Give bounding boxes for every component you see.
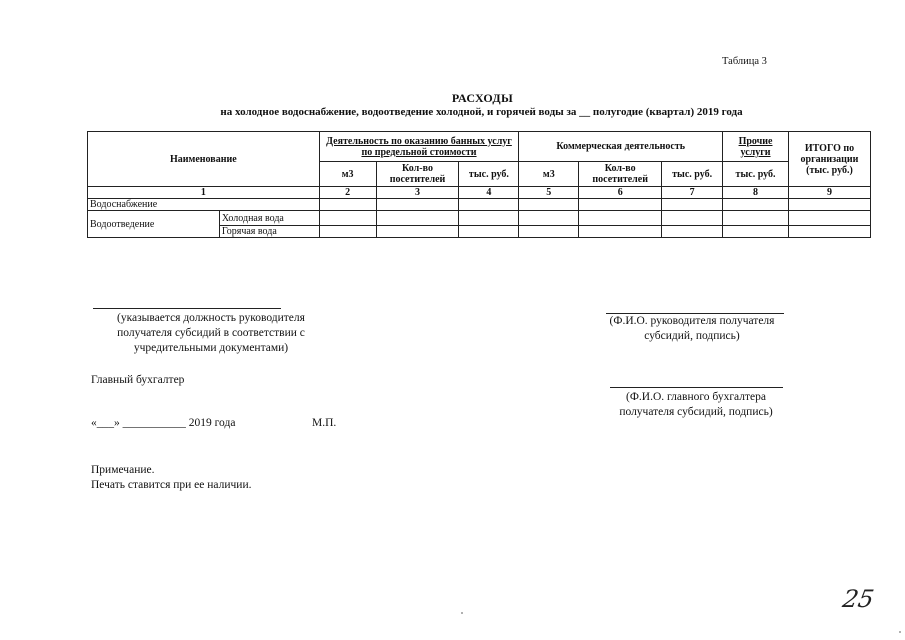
column-number: 2 [319,187,376,199]
header-name: Наименование [88,132,320,187]
table-cell[interactable] [459,199,519,211]
column-number: 5 [519,187,579,199]
table-cell[interactable] [662,199,723,211]
column-number: 7 [662,187,723,199]
subheader-visitors: Кол-во посетителей [376,162,459,187]
page-number: 25 [840,585,877,613]
document-subtitle: на холодное водоснабжение, водоотведение холодной, и горячей воды за __ полугодие (квартал) 2019 года [220,106,743,118]
table-cell[interactable] [376,226,459,238]
header-commercial: Коммерческая деятельность [519,132,723,162]
table-cell[interactable] [579,199,662,211]
subheader-m3: м3 [519,162,579,187]
table-cell[interactable] [519,211,579,226]
column-number: 9 [788,187,870,199]
note-title: Примечание. [91,464,155,476]
column-number: 4 [459,187,519,199]
accountant-signature-line[interactable] [610,387,783,388]
table-cell[interactable] [376,211,459,226]
accountant-fio-note: (Ф.И.О. главного бухгалтера получателя субсидий, подпись) [619,391,773,418]
table-cell[interactable] [788,199,870,211]
table-cell[interactable] [376,199,459,211]
head-position-line[interactable] [93,308,281,309]
row-label-drainage: Водоотведение [88,211,220,238]
row-label-water-supply: Водоснабжение [88,199,320,211]
header-other-services: Прочие услуги [723,132,789,162]
table-cell[interactable] [723,199,789,211]
table-cell[interactable] [662,226,723,238]
stamp-label: М.П. [312,417,337,429]
subheader-thous-rub: тыс. руб. [662,162,723,187]
table-cell[interactable] [519,199,579,211]
head-fio-note: (Ф.И.О. руководителя получателя субсидий, подпись) [609,315,775,342]
subheader-visitors: Кол-во посетителей [579,162,662,187]
table-cell[interactable] [788,211,870,226]
table-cell[interactable] [579,226,662,238]
table-cell[interactable] [319,199,376,211]
row-label-hot-water: Горячая вода [219,226,319,238]
table-cell[interactable] [788,226,870,238]
column-number: 3 [376,187,459,199]
chief-accountant-label: Главный бухгалтер [91,374,185,386]
document-title: РАСХОДЫ [451,91,514,105]
column-number: 8 [723,187,789,199]
header-total: ИТОГО по организации (тыс. руб.) [788,132,870,187]
scan-speck [461,612,463,614]
header-bath-services: Деятельность по оказанию банных услуг по предельной стоимости [319,132,519,162]
table-cell[interactable] [319,211,376,226]
row-label-cold-water: Холодная вода [219,211,319,226]
table-cell[interactable] [662,211,723,226]
date-line[interactable]: «___» ___________ 2019 года [91,417,236,429]
table-cell[interactable] [519,226,579,238]
table-cell[interactable] [579,211,662,226]
subheader-thous-rub: тыс. руб. [723,162,789,187]
table-cell[interactable] [723,211,789,226]
table-cell[interactable] [459,226,519,238]
head-position-note: (указывается должность руководителя получателя субсидий в соответствии с учредительными документами) [117,312,305,354]
table-cell[interactable] [723,226,789,238]
subheader-thous-rub: тыс. руб. [459,162,519,187]
table-cell[interactable] [459,211,519,226]
subheader-m3: м3 [319,162,376,187]
scan-speck [899,631,901,633]
table-number-label: Таблица 3 [722,56,767,67]
table-cell[interactable] [319,226,376,238]
note-text: Печать ставится при ее наличии. [91,479,252,491]
expenses-table [87,131,871,238]
column-number: 1 [88,187,320,199]
column-number: 6 [579,187,662,199]
